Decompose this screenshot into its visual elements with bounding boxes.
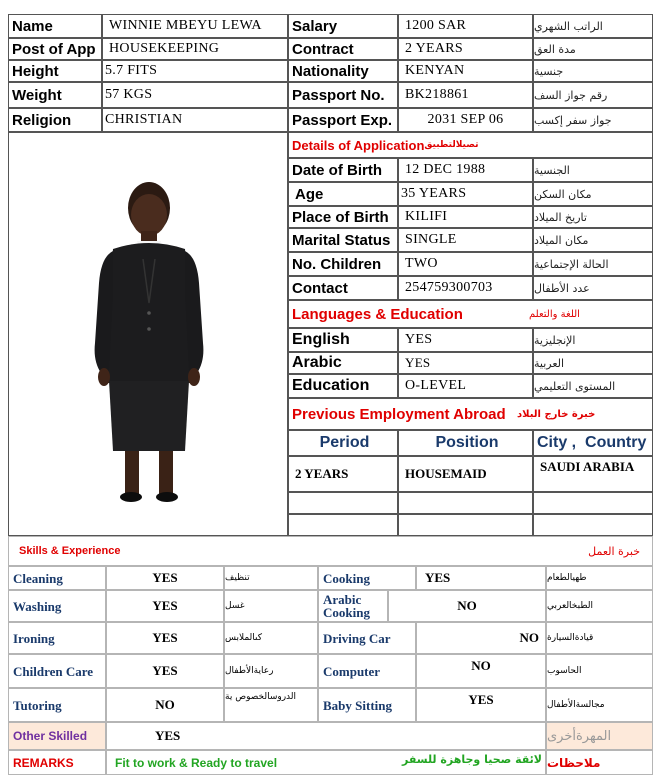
skill-cooking-label: Cooking [318,566,416,590]
skill-cleaning-label: Cleaning [8,566,106,590]
remarks-value: Fit to work & Ready to travel [106,750,546,775]
skill-driving-arabic: قيادةالسيارة [546,622,653,654]
salary-label: Salary [288,14,398,38]
skill-children-care-value: YES [106,654,224,688]
employment-period-cell: 2 YEARS [288,456,398,492]
languages-title: Languages & Education [292,305,463,323]
other-skilled-arabic: المهرةأخرى [546,722,653,750]
skill-driving-value: NO [416,622,546,654]
skill-driving-label: Driving Car [318,622,416,654]
employment-empty-cell [533,514,653,536]
skill-computer-value: NO [416,654,546,688]
skills-title: Skills & Experience [19,545,121,557]
skill-cooking-arabic: طهيالطعام [546,566,653,590]
contact-value: 254759300703 [398,276,533,300]
arabic-value: YES [398,352,533,374]
skill-arabic-cooking-arabic: الطبخالعربي [546,590,653,622]
skill-cleaning-value: YES [106,566,224,590]
salary-value: 1200 SAR [398,14,533,38]
age-arabic: مكان السكن [533,182,653,206]
skill-washing-value: YES [106,590,224,622]
employment-empty-cell [398,492,533,514]
passport-no-label: Passport No. [288,82,398,108]
city-country-header: City , Country [533,430,653,456]
dob-label: Date of Birth [288,158,398,182]
passport-exp-value: 2031 SEP 06 [398,108,533,132]
arabic-arabic: العربية [533,352,653,374]
languages-section-header [288,300,653,328]
age-value: 35 YEARS [398,182,533,206]
applicant-photo [9,133,287,535]
religion-label: Religion [8,108,102,132]
salary-arabic: الراتب الشهري [533,14,653,38]
arabic-label: Arabic [288,352,398,374]
employment-empty-cell [288,514,398,536]
skill-arabic-cooking-label: Arabic Cooking [318,590,388,622]
skill-baby-sitting-value: YES [416,688,546,722]
employment-empty-cell [288,492,398,514]
contact-label: Contact [288,276,398,300]
employment-title-arabic: خبرة خارج البلاد [517,408,596,420]
dob-value: 12 DEC 1988 [398,158,533,182]
passport-exp-label: Passport Exp. [288,108,398,132]
marital-status-label: Marital Status [288,228,398,252]
skills-section-header [8,536,653,566]
skill-children-care-label: Children Care [8,654,106,688]
children-label: No. Children [288,252,398,276]
other-skilled-label: Other Skilled [8,722,106,750]
skill-washing-arabic: غسل [224,590,318,622]
weight-label: Weight [8,82,102,108]
weight-value: 57 KGS [102,82,288,108]
other-skilled-value: YES [106,722,546,750]
contract-label: Contract [288,38,398,60]
remarks-label: REMARKS [8,750,106,775]
english-label: English [288,328,398,352]
skill-ironing-value: YES [106,622,224,654]
skill-washing-label: Washing [8,590,106,622]
employment-position-cell: HOUSEMAID [398,456,533,492]
height-label: Height [8,60,102,82]
nationality-value: KENYAN [398,60,533,82]
marital-status-arabic: مكان الميلاد [533,228,653,252]
employment-empty-cell [533,492,653,514]
children-arabic: الحالة الإجتماعية [533,252,653,276]
languages-title-arabic: اللغة والتعلم [529,308,580,320]
post-label: Post of App [8,38,102,60]
place-of-birth-label: Place of Birth [288,206,398,228]
english-value: YES [398,328,533,352]
english-arabic: الإنجليزية [533,328,653,352]
period-header: Period [288,430,398,456]
contact-arabic: عدد الأطفال [533,276,653,300]
remarks-arabic-value: لائقة صحيا وجاهزة للسفر [401,753,542,766]
employment-empty-cell [398,514,533,536]
religion-value: CHRISTIAN [102,108,288,132]
skill-tutoring-label: Tutoring [8,688,106,722]
nationality-label: Nationality [288,60,398,82]
position-header: Position [398,430,533,456]
remarks-arabic-label: ملاحظات [546,750,653,775]
passport-no-value: BK218861 [398,82,533,108]
nationality-arabic: جنسية [533,60,653,82]
skill-tutoring-value: NO [106,688,224,722]
skill-baby-sitting-arabic: مجالسةالأطفال [546,688,653,722]
post-value: HOUSEKEEPING [102,38,288,60]
contract-arabic: مدة العق [533,38,653,60]
height-value: 5.7 FITS [102,60,288,82]
skill-baby-sitting-label: Baby Sitting [318,688,416,722]
skill-ironing-arabic: كىالملابس [224,622,318,654]
name-label: Name [8,14,102,38]
children-value: TWO [398,252,533,276]
employment-city-cell: SAUDI ARABIA [533,456,653,492]
skill-arabic-cooking-value: NO [388,590,546,622]
passport-exp-arabic: جواز سفر إكسب [533,108,653,132]
skill-ironing-label: Ironing [8,622,106,654]
contract-value: 2 YEARS [398,38,533,60]
details-title-arabic: تصيلالتطبيق [424,140,479,150]
skill-tutoring-arabic: الدروسالخصوص ية [224,688,318,722]
marital-status-value: SINGLE [398,228,533,252]
passport-no-arabic: رقم جواز السف [533,82,653,108]
education-value: O-LEVEL [398,374,533,398]
skill-cleaning-arabic: تنظيف [224,566,318,590]
age-label: Age [288,182,398,206]
skills-title-arabic: خبرة العمل [588,544,640,558]
skill-children-care-arabic: رعايةالأطفال [224,654,318,688]
employment-section-header [288,398,653,430]
employment-title: Previous Employment Abroad [292,405,506,423]
place-of-birth-arabic: تاريخ الميلاد [533,206,653,228]
details-title: Details of Application [292,137,425,153]
place-of-birth-value: KILIFI [398,206,533,228]
skill-cooking-value: YES [416,566,546,590]
skill-computer-arabic: الحاسوب [546,654,653,688]
dob-arabic: الجنسية [533,158,653,182]
skill-computer-label: Computer [318,654,416,688]
photo-frame [8,132,288,536]
details-section-header [288,132,653,158]
name-value: WINNIE MBEYU LEWA [102,14,288,38]
education-label: Education [288,374,398,398]
education-arabic: المستوى التعليمي [533,374,653,398]
